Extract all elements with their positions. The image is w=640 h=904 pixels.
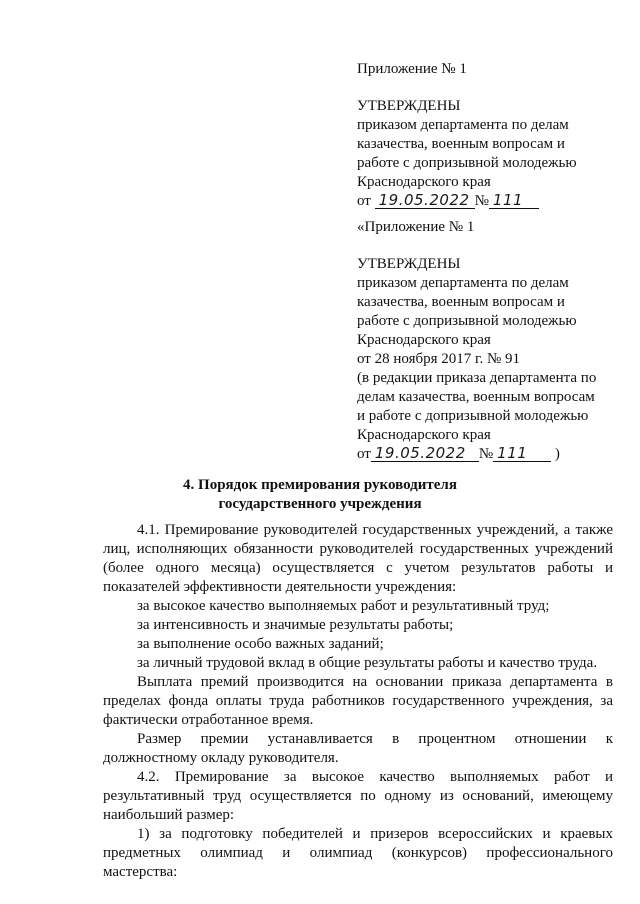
appendix-title: Приложение № 1 — [357, 61, 467, 77]
approval-line: приказом департамента по делам — [357, 117, 569, 133]
approval-line: работе с допризывной молодежью — [357, 155, 577, 171]
list-item: за высокое качество выполняемых работ и результативный труд; — [137, 598, 550, 614]
approved-label: УТВЕРЖДЕНЫ — [357, 98, 461, 114]
section-heading — [0, 476, 640, 514]
list-item: за интенсивность и значимые результаты работы; — [137, 617, 454, 633]
approval-line: работе с допризывной молодежью — [357, 313, 577, 329]
appendix-title: «Приложение № 1 — [357, 219, 475, 235]
approval-line: приказом департамента по делам — [357, 275, 569, 291]
handwritten-number: 111 — [489, 192, 539, 209]
approval-line: Краснодарского края — [357, 427, 491, 443]
paragraph: 1) за подготовку победителей и призеров всероссийских и краевых предметных олимпиад и олимпиад (конкурсов) профессионального мастерства: — [103, 826, 613, 880]
approved-label: УТВЕРЖДЕНЫ — [357, 256, 461, 272]
list-item: за личный трудовой вклад в общие результаты работы и качество труда. — [137, 655, 598, 671]
closing-parenthesis: ) — [554, 446, 560, 462]
approval-line: (в редакции приказа департамента по — [357, 370, 597, 386]
approval-line: Краснодарского края — [357, 332, 491, 348]
paragraph: Выплата премий производится на основании приказа департамента в пределах фонда оплаты труда работников государственного учреждения, за фактически отработанное время. — [103, 674, 613, 728]
order-date-line — [357, 192, 539, 211]
approval-line: делам казачества, военным вопросам — [357, 389, 595, 405]
from-label: от — [357, 446, 371, 462]
section-body — [103, 521, 613, 882]
paragraph: 4.1. Премирование руководителей государственных учреждений, а также лиц, исполняющих обязанности руководителей государственных учреждений (более одного месяца) осуществляется с учетом результатов работы и показателей эффективности деятельности учреждения: — [103, 522, 613, 595]
order-date-line — [357, 445, 560, 464]
from-label: от — [357, 193, 371, 209]
paragraph: 4.2. Премирование за высокое качество выполняемых работ и результативный труд осуществляется по одному из оснований, имеющему наибольший размер: — [103, 769, 613, 823]
handwritten-date: 19.05.2022 — [371, 445, 479, 462]
approval-line: казачества, военным вопросам и — [357, 136, 565, 152]
paragraph: Размер премии устанавливается в процентном отношении к должностному окладу руководителя. — [103, 731, 613, 766]
heading-line: 4. Порядок премирования руководителя — [183, 477, 457, 493]
list-item: за выполнение особо важных заданий; — [137, 636, 384, 652]
approval-line: Краснодарского края — [357, 174, 491, 190]
approval-line: от 28 ноября 2017 г. № 91 — [357, 351, 521, 367]
appendix-approval-block-quoted — [357, 218, 627, 464]
appendix-approval-block — [357, 60, 627, 211]
number-label: № — [474, 193, 489, 209]
handwritten-date: 19.05.2022 — [375, 192, 475, 209]
approval-line: казачества, военным вопросам и — [357, 294, 565, 310]
approval-line: и работе с допризывной молодежью — [357, 408, 589, 424]
number-label: № — [478, 446, 494, 462]
handwritten-number: 111 — [493, 445, 551, 462]
heading-line: государственного учреждения — [218, 496, 422, 512]
